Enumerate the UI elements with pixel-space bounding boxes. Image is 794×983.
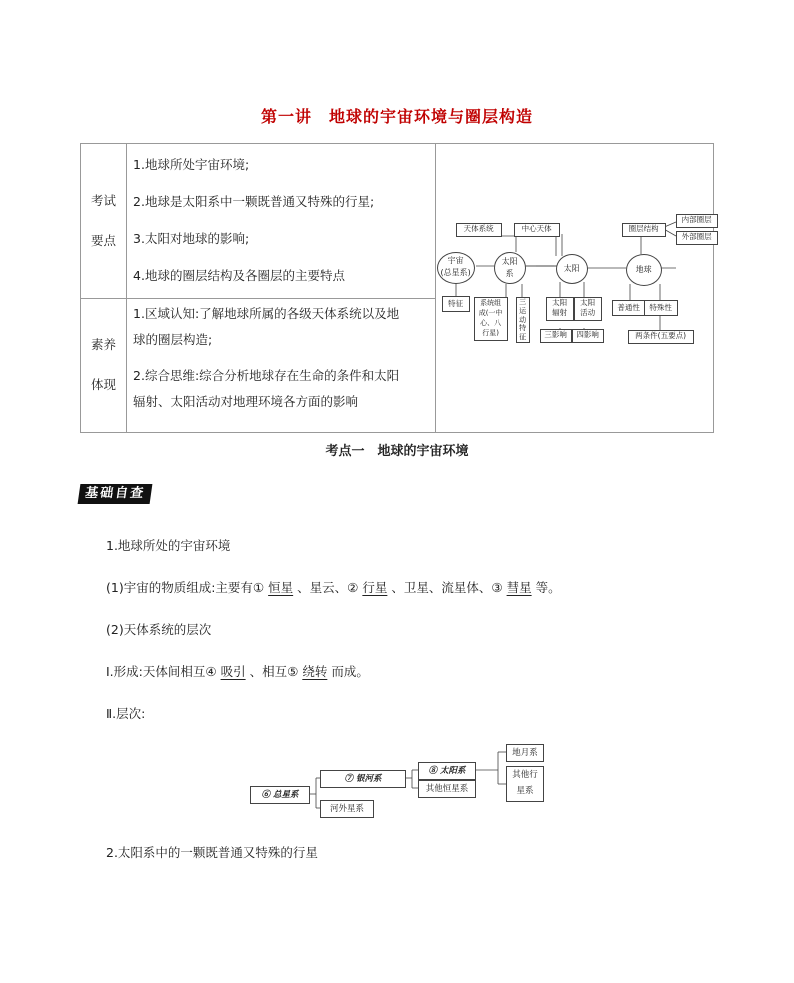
literacy-list: 1.区域认知:了解地球所属的各级天体系统以及地 球的圈层构造; 2.综合思维:综合分析地球存在生命的条件和太阳 辐射、太阳活动对地理环境各方面的影响: [127, 298, 436, 432]
literacy-label: 素养 体现: [81, 298, 127, 432]
node-solar-system: 太阳 系: [494, 252, 526, 284]
node-motion-features: 三 运 动 特 征: [516, 297, 530, 343]
node-central-body: 中心天体: [514, 223, 560, 237]
node-two-conditions: 两条件(五要点): [628, 330, 694, 344]
answer-blank-3: 彗星: [506, 580, 532, 595]
concept-map-lines: [436, 144, 720, 430]
node-features: 特征: [442, 296, 470, 312]
node-composition: 系统组 成(一中 心、八 行星): [474, 297, 508, 341]
item-2-heading: 2.太阳系中的一颗既普通又特殊的行星: [106, 845, 318, 860]
node-three-effects: 三影响: [540, 329, 572, 343]
exam-point-item: 4.地球的圈层结构及各圈层的主要特点: [133, 268, 345, 283]
item-1-heading: 1.地球所处的宇宙环境: [106, 538, 231, 553]
node-four-effects: 四影响: [572, 329, 604, 343]
node-sun: 太阳: [556, 254, 588, 284]
question-hierarchy: Ⅱ.层次:: [106, 706, 146, 721]
box-milky-way: ⑦ 银河系: [320, 770, 406, 788]
exam-points-label: 考试 要点: [81, 144, 127, 299]
node-celestial-system: 天体系统: [456, 223, 502, 237]
page-title: 第一讲 地球的宇宙环境与圈层构造: [260, 107, 533, 126]
box-extragalactic: 河外星系: [320, 800, 374, 818]
exam-point-item: 3.太阳对地球的影响;: [133, 231, 250, 246]
node-layer-structure: 圈层结构: [622, 223, 666, 237]
answer-blank-5: 绕转: [302, 664, 328, 679]
question-system-levels: (2)天体系统的层次: [106, 622, 212, 637]
node-special: 特殊性: [644, 300, 678, 316]
node-universe: 宇宙 (总星系): [437, 252, 475, 284]
node-earth: 地球: [626, 254, 662, 286]
basic-review-banner: 基础自查: [78, 484, 153, 504]
box-solar-system: ⑧ 太阳系: [418, 762, 476, 780]
question-formation: Ⅰ.形成:天体间相互④ 吸引 、相互⑤ 绕转 而成。: [106, 664, 369, 679]
box-total-galaxy-system: ⑥ 总星系: [250, 786, 310, 804]
node-outer-layers: 外部圈层: [676, 231, 718, 245]
exam-points-list: [127, 144, 436, 299]
answer-blank-1: 恒星: [268, 580, 294, 595]
answer-blank-2: 行星: [362, 580, 388, 595]
section-title: 考点一 地球的宇宙环境: [325, 444, 469, 459]
hierarchy-diagram: [248, 740, 548, 820]
box-other-star-systems: 其他恒星系: [418, 780, 476, 798]
node-solar-radiation: 太阳 辐射: [546, 297, 574, 321]
node-solar-activity: 太阳 活动: [574, 297, 602, 321]
node-ordinary: 普通性: [612, 300, 646, 316]
requirements-table: [80, 143, 714, 433]
box-other-planet-systems: 其他行 星系: [506, 766, 544, 802]
box-earth-moon-system: 地月系: [506, 744, 544, 762]
answer-blank-4: 吸引: [220, 664, 246, 679]
exam-point-item: 2.地球是太阳系中一颗既普通又特殊的行星;: [133, 194, 375, 209]
question-matter-composition: (1)宇宙的物质组成:主要有① 恒星 、星云、② 行星 、卫星、流星体、③ 彗星 等。: [106, 580, 561, 595]
exam-point-item: 1.地球所处宇宙环境;: [133, 157, 250, 172]
node-inner-layers: 内部圈层: [676, 214, 718, 228]
concept-map-cell: [435, 144, 713, 433]
